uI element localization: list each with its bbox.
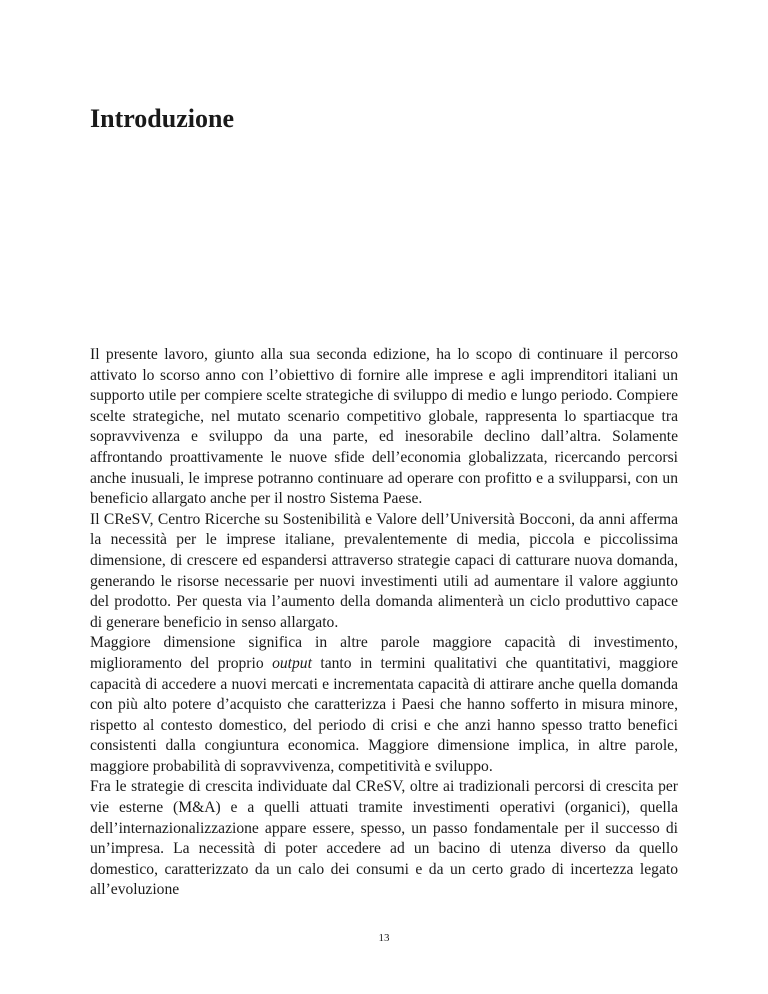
- paragraph-text: tanto in termini qualitativi che quantitativi, maggiore capacità di accedere a nuovi mercati e incrementata capacità di attirare anche quella domanda con più alto potere d’acquisto che caratterizza i Paesi che hanno sofferto in misura minore, rispetto al contesto domestico, del periodo di crisi e che anzi hanno spesso tratto benefici consistenti dalla congiuntura economica. Maggiore dimensione implica, in altre parole, maggiore probabilità di sopravvivenza, competitività e sviluppo.: [90, 654, 678, 775]
- body-text: [90, 345, 678, 901]
- paragraph-text: Fra le strategie di crescita individuate dal CReSV, oltre ai tradizionali percorsi di crescita per vie esterne (M&A) e a quelli attuati tramite investimenti operativi (organici), quella dell’internazionalizzazione appare essere, spesso, un passo fondamentale per il successo di un’impresa. La necessità di poter accedere ad un bacino di utenza diverso da quello domestico, caratterizzato da un calo dei consumi e da un certo grado di incertezza legato all’evoluzione: [90, 778, 678, 899]
- page-number: 13: [378, 932, 390, 944]
- paragraph-text: Maggiore dimensione significa in altre parole maggiore capacità di investimento, miglioramento del proprio: [90, 634, 678, 672]
- paragraph-1: [90, 345, 678, 510]
- paragraph-3: [90, 633, 678, 777]
- paragraph-text: Il CReSV, Centro Ricerche su Sostenibilità e Valore dell’Università Bocconi, da anni afferma la necessità per le imprese italiane, prevalentemente di media, piccola e piccolissima dimensione, di crescere ed espandersi attraverso strategie capaci di catturare nuova domanda, generando le risorse necessarie per nuovi investimenti utili ad aumentare il valore aggiunto del prodotto. Per questa via l’aumento della domanda alimenterà un ciclo produttivo capace di generare beneficio in senso allargato.: [90, 510, 678, 631]
- paragraph-4: [90, 777, 678, 901]
- paragraph-text: Il presente lavoro, giunto alla sua seconda edizione, ha lo scopo di continuare il percorso attivato lo scorso anno con l’obiettivo di fornire alle imprese e agli imprenditori italiani un supporto utile per compiere scelte strategiche di sviluppo di medio e lungo periodo. Compiere scelte strategiche, nel mutato scenario competitivo globale, rappresenta lo spartiacque tra sopravvivenza e sviluppo da una parte, ed inesorabile declino dall’altra. Solamente affrontando proattivamente le nuove sfide dell’economia globalizzata, ricercando percorsi anche inusuali, le imprese potranno continuare ad operare con profitto e a svilupparsi, con un beneficio allargato anche per il nostro Sistema Paese.: [90, 346, 678, 508]
- page-title: Introduzione: [90, 104, 234, 133]
- emphasis-output: output: [272, 654, 312, 672]
- paragraph-2: [90, 510, 678, 634]
